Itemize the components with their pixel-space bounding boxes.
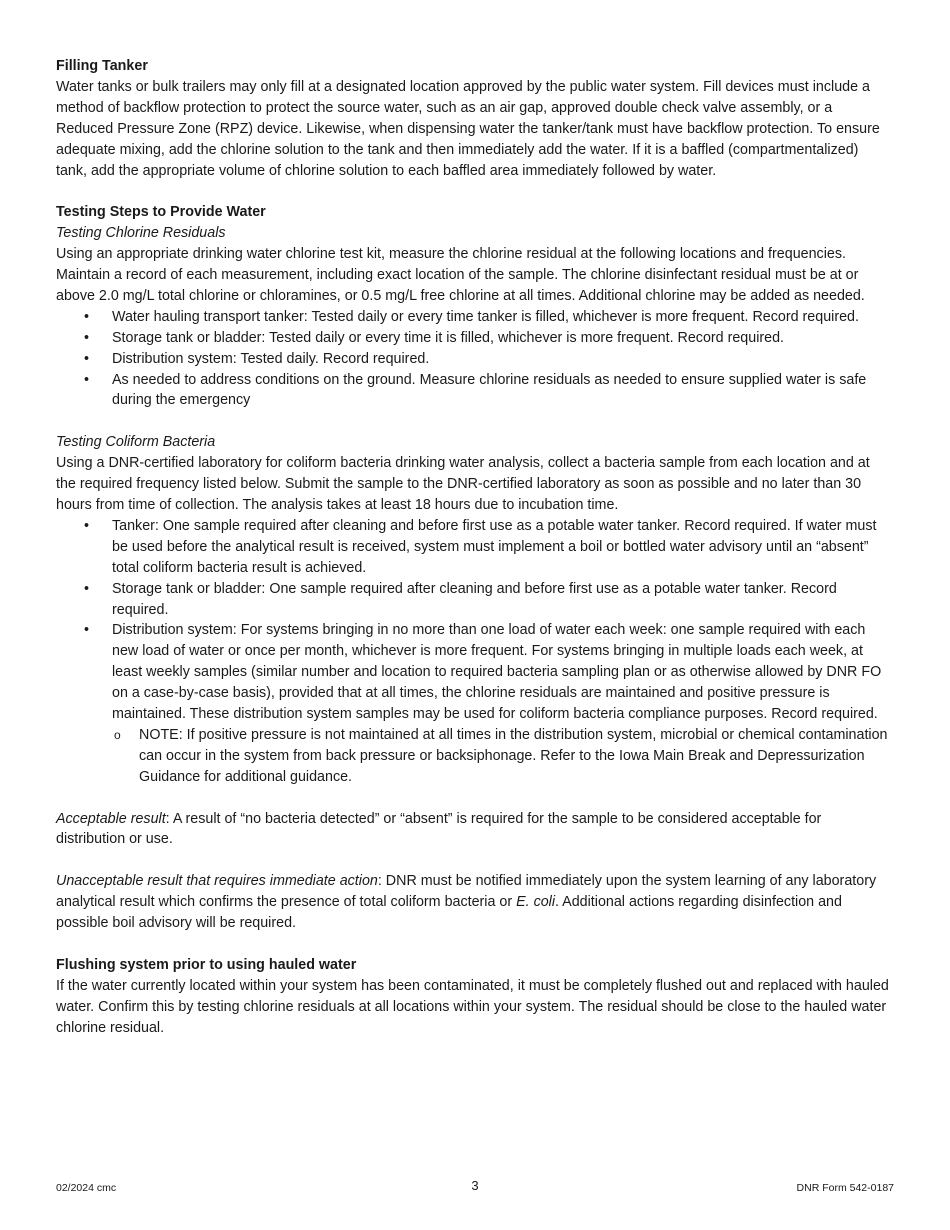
note-item: o NOTE: If positive pressure is not maintained at all times in the distribution system, microbial or chemical contamination can occur in the system from back pressure or backsiphonage. Refer to the Iowa Main Break and Depressurization Guidance for additional guidance. <box>112 725 892 788</box>
spacer <box>56 934 892 955</box>
acceptable-result-label: Acceptable result <box>56 810 166 827</box>
chlorine-paragraph: Using an appropriate drinking water chlorine test kit, measure the chlorine residual at the following locations and frequencies. Maintain a record of each measurement, including exact location of the sample. The chlorine disinfectant residual must be at or above 2.0 mg/L total chlorine or chloramines, or 0.5 mg/L free chlorine at all times. Additional chlorine may be added as needed. <box>56 246 865 304</box>
spacer <box>56 181 892 202</box>
testing-steps-heading: Testing Steps to Provide Water <box>56 204 266 221</box>
list-item: • As needed to address conditions on the ground. Measure chlorine residuals as needed to ensure supplied water is safe during the emergency <box>56 370 892 412</box>
flushing-heading: Flushing system prior to using hauled water <box>56 956 357 973</box>
flushing-section <box>56 955 892 1039</box>
footer-date: 02/2024 cmc <box>56 1182 117 1194</box>
testing-steps-section <box>56 202 892 934</box>
filling-tanker-heading: Filling Tanker <box>56 58 148 74</box>
page-number: 3 <box>471 1178 479 1193</box>
ecoli-term: E. coli <box>516 894 556 911</box>
spacer <box>56 850 892 871</box>
sub-bullet-list <box>112 725 892 788</box>
spacer <box>56 788 892 809</box>
list-item: • Distribution system: Tested daily. Record required. <box>56 349 892 370</box>
acceptable-result-text: : A result of “no bacteria detected” or “absent” is required for the sample to be considered acceptable for distribution or use. <box>56 810 822 848</box>
spacer <box>56 411 892 432</box>
filling-tanker-paragraph: Water tanks or bulk trailers may only fill at a designated location approved by the public water system. Fill devices must include a method of backflow protection to protect the source water, such as an air gap, approved double check valve assembly, or a Reduced Pressure Zone (RPZ) device. Likewise, when dispensing water the tanker/tank must have backflow protection. To ensure adequate mixing, add the chlorine solution to the tank and then immediately add the water. If it is a baffled (compartmentalized) tank, add the appropriate volume of chlorine solution to each baffled area immediately followed by water. <box>56 78 880 179</box>
filling-tanker-section <box>56 56 892 181</box>
unacceptable-result-label: Unacceptable result that requires immediate action <box>56 873 378 890</box>
list-item: • Storage tank or bladder: One sample required after cleaning and before first use as a potable water tanker. Record required. <box>56 579 892 621</box>
acceptable-result-paragraph <box>56 809 892 851</box>
unacceptable-result-text: : DNR must be notified immediately upon the system learning of any laboratory analytical result which confirms the presence of total coliform bacteria or <box>56 873 877 911</box>
flushing-paragraph: If the water currently located within your system has been contaminated, it must be completely flushed out and replaced with hauled water. Confirm this by testing chlorine residuals at all locations within your system. The residual should be close to the hauled water chlorine residual. <box>56 977 889 1036</box>
list-item <box>56 620 892 787</box>
chlorine-subheading: Testing Chlorine Residuals <box>56 225 226 242</box>
chlorine-bullet-list <box>56 307 892 412</box>
coliform-bullet-list <box>56 516 892 788</box>
list-item: • Storage tank or bladder: Tested daily or every time it is filled, whichever is more frequent. Record required. <box>56 328 892 349</box>
list-item: • Tanker: One sample required after cleaning and before first use as a potable water tanker. Record required. If water must be used before the analytical result is received, system must implement a boil or bottled water advisory until an “absent” total coliform bacteria result is achieved. <box>56 516 892 579</box>
unacceptable-result-paragraph <box>56 871 892 934</box>
page-content <box>56 56 892 1039</box>
unacceptable-result-text-end: . Additional actions regarding disinfection and possible boil advisory will be required. <box>56 894 842 932</box>
coliform-subheading: Testing Coliform Bacteria <box>56 434 216 451</box>
list-item: • Water hauling transport tanker: Tested daily or every time tanker is filled, whichever is more frequent. Record required. <box>56 307 892 328</box>
form-number: DNR Form 542-0187 <box>796 1182 894 1194</box>
distribution-system-text: Distribution system: For systems bringing in no more than one load of water each week: one sample required with each new load of water or once per month, whichever is more frequent. For systems bringing in multiple loads each week, at least weekly samples (similar number and location to required bacteria sampling plan or as otherwise allowed by DNR FO on a case-by-case basis), provided that at all times, the chlorine residuals are maintained and positive pressure is maintained. These distribution system samples may be used for coliform bacteria compliance purposes. Record required. <box>112 622 882 723</box>
coliform-paragraph: Using a DNR-certified laboratory for coliform bacteria drinking water analysis, collect a bacteria sample from each location and at the required frequency listed below. Submit the sample to the DNR-certified laboratory as soon as possible and no later than 30 hours from time of collection. The analysis takes at least 18 hours due to incubation time. <box>56 455 870 513</box>
